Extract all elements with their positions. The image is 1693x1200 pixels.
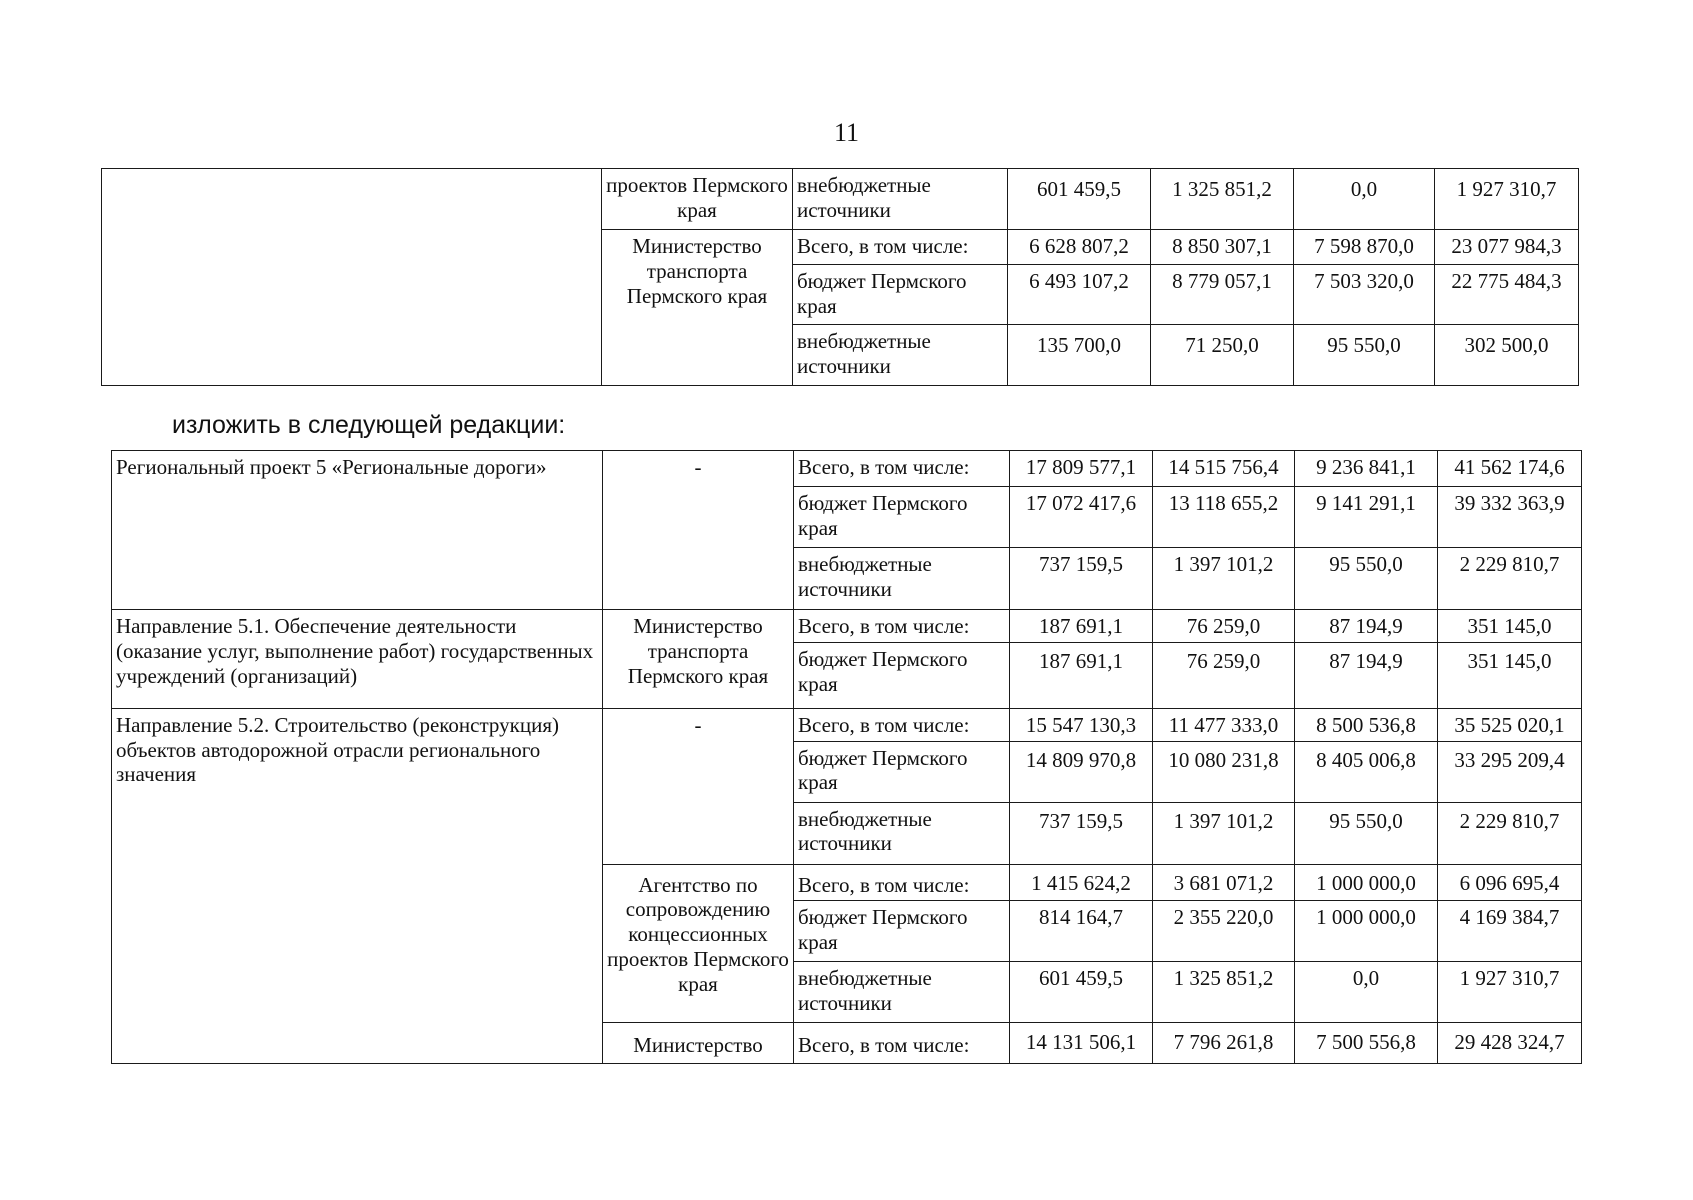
value-cell: 6 628 807,2 <box>1008 230 1151 265</box>
value-cell: 1 397 101,2 <box>1153 548 1295 610</box>
value-cell: 1 927 310,7 <box>1438 962 1582 1023</box>
source-cell: внебюджетные источники <box>793 325 1008 386</box>
table-row <box>112 451 1582 487</box>
value-cell: 2 229 810,7 <box>1438 802 1582 864</box>
table-row <box>112 708 1582 741</box>
value-cell: 135 700,0 <box>1008 325 1151 386</box>
value-cell: 302 500,0 <box>1435 325 1579 386</box>
value-cell: 87 194,9 <box>1295 610 1438 643</box>
value-cell: 8 850 307,1 <box>1151 230 1294 265</box>
value-cell: 3 681 071,2 <box>1153 864 1295 901</box>
executor-cell: Министерство транспорта Пермского края <box>603 610 794 709</box>
table-row <box>112 610 1582 643</box>
name-cell: Направление 5.2. Строительство (реконструкция) объектов автодорожной отрасли регионального значения <box>112 708 603 1064</box>
value-cell: 1 415 624,2 <box>1010 864 1153 901</box>
value-cell: 351 145,0 <box>1438 642 1582 708</box>
value-cell: 87 194,9 <box>1295 642 1438 708</box>
value-cell: 7 500 556,8 <box>1295 1023 1438 1064</box>
source-cell: внебюджетные источники <box>794 802 1010 864</box>
source-cell: внебюджетные источники <box>794 962 1010 1023</box>
value-cell: 4 169 384,7 <box>1438 901 1582 962</box>
value-cell: 7 598 870,0 <box>1294 230 1435 265</box>
value-cell: 1 927 310,7 <box>1435 169 1579 230</box>
value-cell: 41 562 174,6 <box>1438 451 1582 487</box>
source-cell: внебюджетные источники <box>793 169 1008 230</box>
source-cell: Всего, в том числе: <box>794 1023 1010 1064</box>
value-cell: 14 515 756,4 <box>1153 451 1295 487</box>
value-cell: 8 500 536,8 <box>1295 708 1438 741</box>
executor-cell: - <box>603 451 794 610</box>
value-cell: 29 428 324,7 <box>1438 1023 1582 1064</box>
source-cell: бюджет Пермского края <box>794 642 1010 708</box>
executor-cell: Министерство транспорта Пермского края <box>602 230 793 386</box>
value-cell: 601 459,5 <box>1008 169 1151 230</box>
value-cell: 17 072 417,6 <box>1010 487 1153 548</box>
value-cell: 1 000 000,0 <box>1295 864 1438 901</box>
value-cell: 76 259,0 <box>1153 610 1295 643</box>
value-cell: 2 355 220,0 <box>1153 901 1295 962</box>
value-cell: 737 159,5 <box>1010 802 1153 864</box>
value-cell: 0,0 <box>1294 169 1435 230</box>
value-cell: 1 397 101,2 <box>1153 802 1295 864</box>
value-cell: 8 779 057,1 <box>1151 265 1294 325</box>
value-cell: 2 229 810,7 <box>1438 548 1582 610</box>
value-cell: 71 250,0 <box>1151 325 1294 386</box>
value-cell: 6 493 107,2 <box>1008 265 1151 325</box>
source-cell: Всего, в том числе: <box>794 451 1010 487</box>
table-previous-version <box>101 168 1579 386</box>
name-cell: Региональный проект 5 «Региональные дороги» <box>112 451 603 610</box>
value-cell: 33 295 209,4 <box>1438 741 1582 802</box>
value-cell: 8 405 006,8 <box>1295 741 1438 802</box>
value-cell: 13 118 655,2 <box>1153 487 1295 548</box>
executor-cell: Агентство по сопровождению концессионных проектов Пермского края <box>603 864 794 1023</box>
value-cell: 35 525 020,1 <box>1438 708 1582 741</box>
value-cell: 7 503 320,0 <box>1294 265 1435 325</box>
value-cell: 9 141 291,1 <box>1295 487 1438 548</box>
value-cell: 76 259,0 <box>1153 642 1295 708</box>
value-cell: 737 159,5 <box>1010 548 1153 610</box>
value-cell: 187 691,1 <box>1010 642 1153 708</box>
value-cell: 601 459,5 <box>1010 962 1153 1023</box>
executor-cell: - <box>603 708 794 864</box>
source-cell: бюджет Пермского края <box>794 901 1010 962</box>
value-cell: 14 131 506,1 <box>1010 1023 1153 1064</box>
value-cell: 0,0 <box>1295 962 1438 1023</box>
source-cell: бюджет Пермского края <box>793 265 1008 325</box>
value-cell: 9 236 841,1 <box>1295 451 1438 487</box>
name-cell-empty <box>102 169 602 386</box>
value-cell: 814 164,7 <box>1010 901 1153 962</box>
value-cell: 187 691,1 <box>1010 610 1153 643</box>
value-cell: 95 550,0 <box>1295 802 1438 864</box>
source-cell: внебюджетные источники <box>794 548 1010 610</box>
value-cell: 22 775 484,3 <box>1435 265 1579 325</box>
value-cell: 1 325 851,2 <box>1153 962 1295 1023</box>
value-cell: 351 145,0 <box>1438 610 1582 643</box>
executor-cell: проектов Пермского края <box>602 169 793 230</box>
source-cell: Всего, в том числе: <box>794 610 1010 643</box>
value-cell: 11 477 333,0 <box>1153 708 1295 741</box>
value-cell: 15 547 130,3 <box>1010 708 1153 741</box>
value-cell: 23 077 984,3 <box>1435 230 1579 265</box>
value-cell: 17 809 577,1 <box>1010 451 1153 487</box>
value-cell: 7 796 261,8 <box>1153 1023 1295 1064</box>
value-cell: 39 332 363,9 <box>1438 487 1582 548</box>
table-new-version <box>111 450 1582 1064</box>
value-cell: 6 096 695,4 <box>1438 864 1582 901</box>
source-cell: Всего, в том числе: <box>794 708 1010 741</box>
source-cell: Всего, в том числе: <box>794 864 1010 901</box>
value-cell: 14 809 970,8 <box>1010 741 1153 802</box>
value-cell: 10 080 231,8 <box>1153 741 1295 802</box>
value-cell: 95 550,0 <box>1295 548 1438 610</box>
value-cell: 95 550,0 <box>1294 325 1435 386</box>
value-cell: 1 325 851,2 <box>1151 169 1294 230</box>
section-heading: изложить в следующей редакции: <box>172 411 566 439</box>
page-number: 11 <box>833 118 860 147</box>
source-cell: бюджет Пермского края <box>794 741 1010 802</box>
source-cell: Всего, в том числе: <box>793 230 1008 265</box>
source-cell: бюджет Пермского края <box>794 487 1010 548</box>
name-cell: Направление 5.1. Обеспечение деятельности (оказание услуг, выполнение работ) государственных учреждений (организаций) <box>112 610 603 709</box>
value-cell: 1 000 000,0 <box>1295 901 1438 962</box>
executor-cell: Министерство <box>603 1023 794 1064</box>
table-row <box>102 169 1579 230</box>
